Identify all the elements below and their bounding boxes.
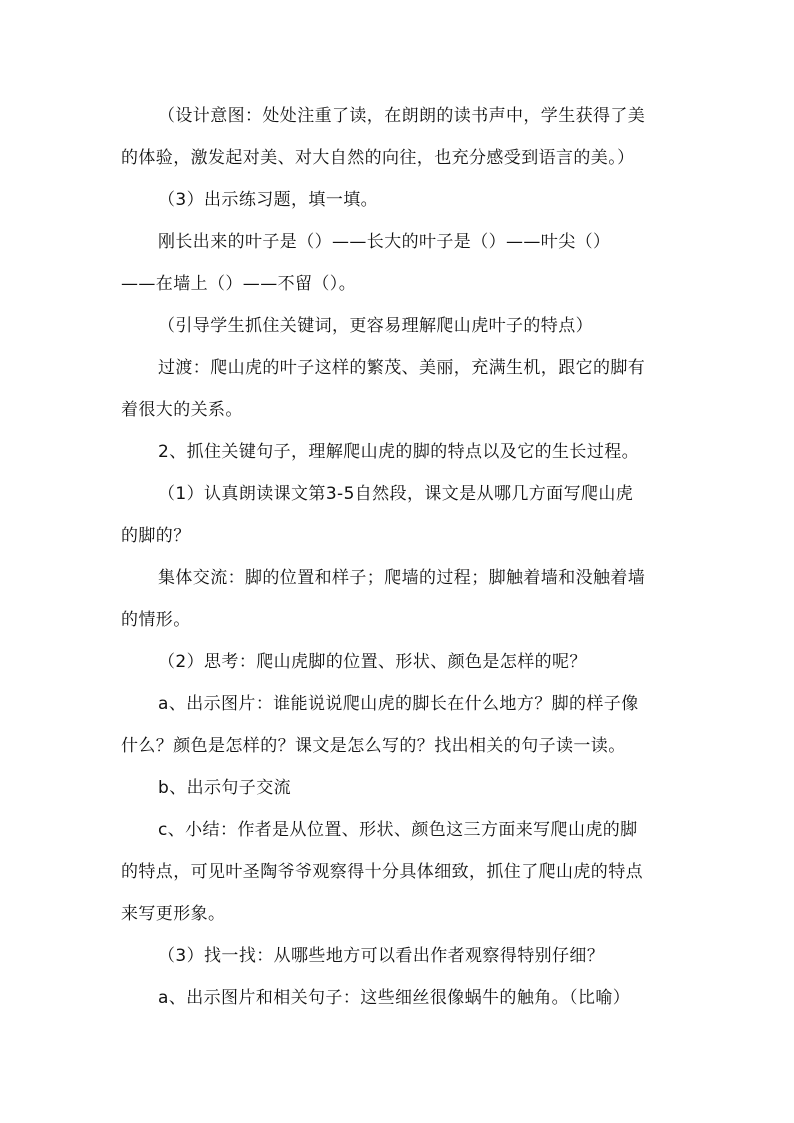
text-line: （引导学生抓住关键词，更容易理解爬山虎叶子的特点） bbox=[158, 316, 593, 336]
text-line: 什么？颜色是怎样的？课文是怎么写的？找出相关的句子读一读。 bbox=[121, 736, 626, 756]
text-line: 过渡：爬山虎的叶子这样的繁茂、美丽，充满生机，跟它的脚有 bbox=[158, 358, 646, 378]
text-line: 集体交流：脚的位置和样子；爬墙的过程；脚触着墙和没触着墙 bbox=[158, 568, 646, 588]
text-line: 刚长出来的叶子是（）——长大的叶子是（）——叶尖（） bbox=[158, 232, 611, 252]
text-line: ——在墙上（）——不留（）。 bbox=[121, 274, 357, 294]
text-line: b、出示句子交流 bbox=[158, 778, 291, 798]
text-line: （设计意图：处处注重了读，在朗朗的读书声中，学生获得了美 bbox=[158, 106, 646, 126]
text-line: a、出示图片和相关句子：这些细丝很像蜗牛的触角。（比喻） bbox=[158, 988, 631, 1008]
text-line: 的体验，激发起对美、对大自然的向往，也充分感受到语言的美。） bbox=[121, 148, 635, 168]
text-line: 来写更形象。 bbox=[121, 904, 226, 924]
text-line: （1）认真朗读课文第3-5自然段，课文是从哪几方面写爬山虎 bbox=[158, 484, 634, 504]
text-line: （2）思考：爬山虎脚的位置、形状、颜色是怎样的呢？ bbox=[158, 652, 587, 672]
text-line: a、出示图片：谁能说说爬山虎的脚长在什么地方？脚的样子像 bbox=[158, 694, 639, 714]
text-line: 2、抓住关键句子，理解爬山虎的脚的特点以及它的生长过程。 bbox=[158, 442, 640, 462]
text-line: c、小结：作者是从位置、形状、颜色这三方面来写爬山虎的脚 bbox=[158, 820, 638, 840]
text-line: （3）出示练习题，填一填。 bbox=[158, 190, 379, 210]
text-line: 的情形。 bbox=[121, 610, 191, 630]
text-line: （3）找一找：从哪些地方可以看出作者观察得特别仔细？ bbox=[158, 946, 605, 966]
text-line: 着很大的关系。 bbox=[121, 400, 243, 420]
text-line: 的脚的？ bbox=[121, 526, 191, 546]
text-line: 的特点，可见叶圣陶爷爷观察得十分具体细致，抓住了爬山虎的特点 bbox=[121, 862, 643, 882]
